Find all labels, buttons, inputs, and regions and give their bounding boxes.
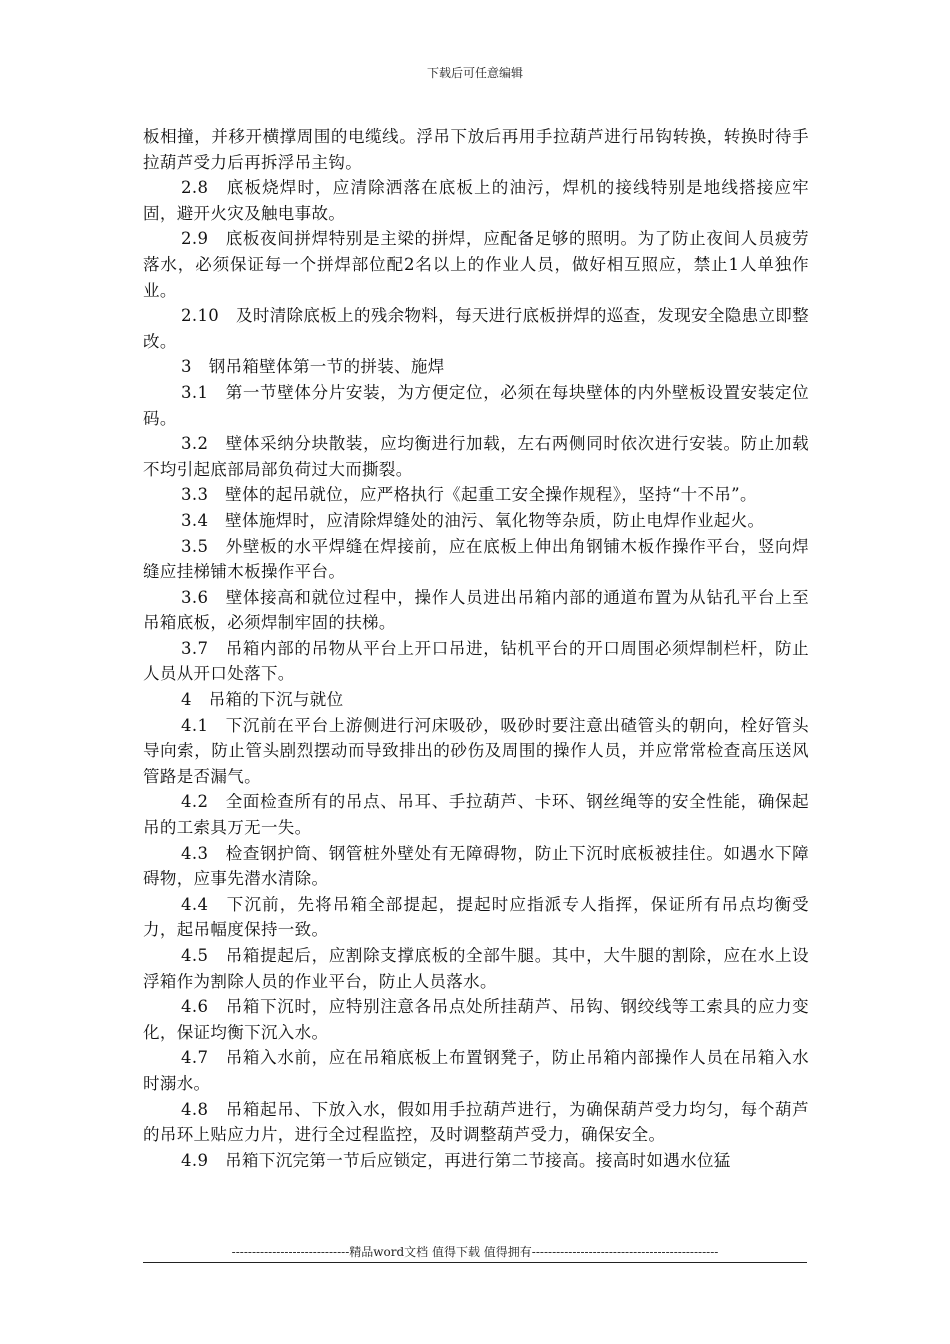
body-paragraph: 4.7 吊箱入水前，应在吊箱底板上布置钢凳子，防止吊箱内部操作人员在吊箱入水时溺水。 — [143, 1048, 809, 1093]
footer-divider — [143, 1262, 807, 1263]
body-paragraph: 3 钢吊箱壁体第一节的拼装、施焊 — [181, 357, 445, 377]
body-paragraph: 4.5 吊箱提起后，应割除支撑底板的全部牛腿。其中，大牛腿的割除，应在水上设浮箱作为割除人员的作业平台，防止人员落水。 — [143, 946, 809, 991]
body-paragraph: 4 吊箱的下沉与就位 — [181, 690, 344, 710]
body-paragraph: 4.3 检查钢护筒、钢管桩外壁处有无障碍物，防止下沉时底板被挂住。如遇水下障碍物，应事先潜水清除。 — [143, 843, 809, 889]
body-paragraph: 3.7 吊箱内部的吊物从平台上开口吊进，钻机平台的开口周围必须焊制栏杆，防止人员从开口处落下。 — [143, 638, 809, 684]
body-paragraph: 4.9 吊箱下沉完第一节后应锁定，再进行第二节接高。接高时如遇水位猛 — [181, 1150, 731, 1170]
document-body — [143, 124, 809, 1173]
body-paragraph: 3.3 壁体的起吊就位，应严格执行《起重工安全操作规程》，坚持“十不吊”。 — [181, 485, 757, 505]
body-paragraph: 3.4 壁体施焊时，应清除焊缝处的油污、氧化物等杂质，防止电焊作业起火。 — [181, 510, 765, 530]
page-footer: -----------------------------精品word文档 值得下载 值得拥有---------------------------------------------- — [231, 1245, 719, 1259]
body-paragraph: 4.2 全面检查所有的吊点、吊耳、手拉葫芦、卡环、钢丝绳等的安全性能，确保起吊的工索具万无一失。 — [143, 792, 809, 838]
body-paragraph: 3.2 壁体采纳分块散装，应均衡进行加载，左右两侧同时依次进行安装。防止加载不均引起底部局部负荷过大而撕裂。 — [143, 434, 809, 479]
body-paragraph: 3.6 壁体接高和就位过程中，操作人员进出吊箱内部的通道布置为从钻孔平台上至吊箱底板，必须焊制牢固的扶梯。 — [143, 587, 809, 633]
body-paragraph: 2.10 及时清除底板上的残余物料，每天进行底板拼焊的巡查，发现安全隐患立即整改。 — [143, 306, 809, 351]
body-paragraph: 2.8 底板烧焊时，应清除洒落在底板上的油污，焊机的接线特别是地线搭接应牢固，避开火灾及触电事故。 — [143, 178, 809, 223]
body-paragraph: 板相撞，并移开横撑周围的电缆线。浮吊下放后再用手拉葫芦进行吊钩转换，转换时待手拉葫芦受力后再拆浮吊主钩。 — [143, 127, 809, 172]
body-paragraph: 4.1 下沉前在平台上游侧进行河床吸砂，吸砂时要注意出碴管头的朝向，栓好管头导向索，防止管头剧烈摆动而导致排出的砂伤及周围的操作人员，并应常常检查高压送风管路是否漏气。 — [143, 715, 809, 786]
body-paragraph: 3.5 外壁板的水平焊缝在焊接前，应在底板上伸出角钢铺木板作操作平台，竖向焊缝应挂梯铺木板操作平台。 — [143, 536, 809, 582]
body-paragraph: 4.6 吊箱下沉时，应特别注意各吊点处所挂葫芦、吊钩、钢绞线等工索具的应力变化，保证均衡下沉入水。 — [143, 997, 809, 1042]
body-paragraph: 2.9 底板夜间拼焊特别是主梁的拼焊，应配备足够的照明。为了防止夜间人员疲劳落水，必须保证每一个拼焊部位配2名以上的作业人员，做好相互照应，禁止1人单独作业。 — [143, 229, 809, 300]
body-paragraph: 4.4 下沉前，先将吊箱全部提起，提起时应指派专人指挥，保证所有吊点均衡受力，起吊幅度保持一致。 — [143, 894, 809, 940]
page-header: 下载后可任意编辑 — [426, 66, 523, 80]
body-paragraph: 4.8 吊箱起吊、下放入水，假如用手拉葫芦进行，为确保葫芦受力均匀，每个葫芦的吊环上贴应力片，进行全过程监控，及时调整葫芦受力，确保安全。 — [143, 1099, 809, 1145]
body-paragraph: 3.1 第一节壁体分片安装，为方便定位，必须在每块壁体的内外壁板设置安装定位码。 — [143, 382, 809, 428]
